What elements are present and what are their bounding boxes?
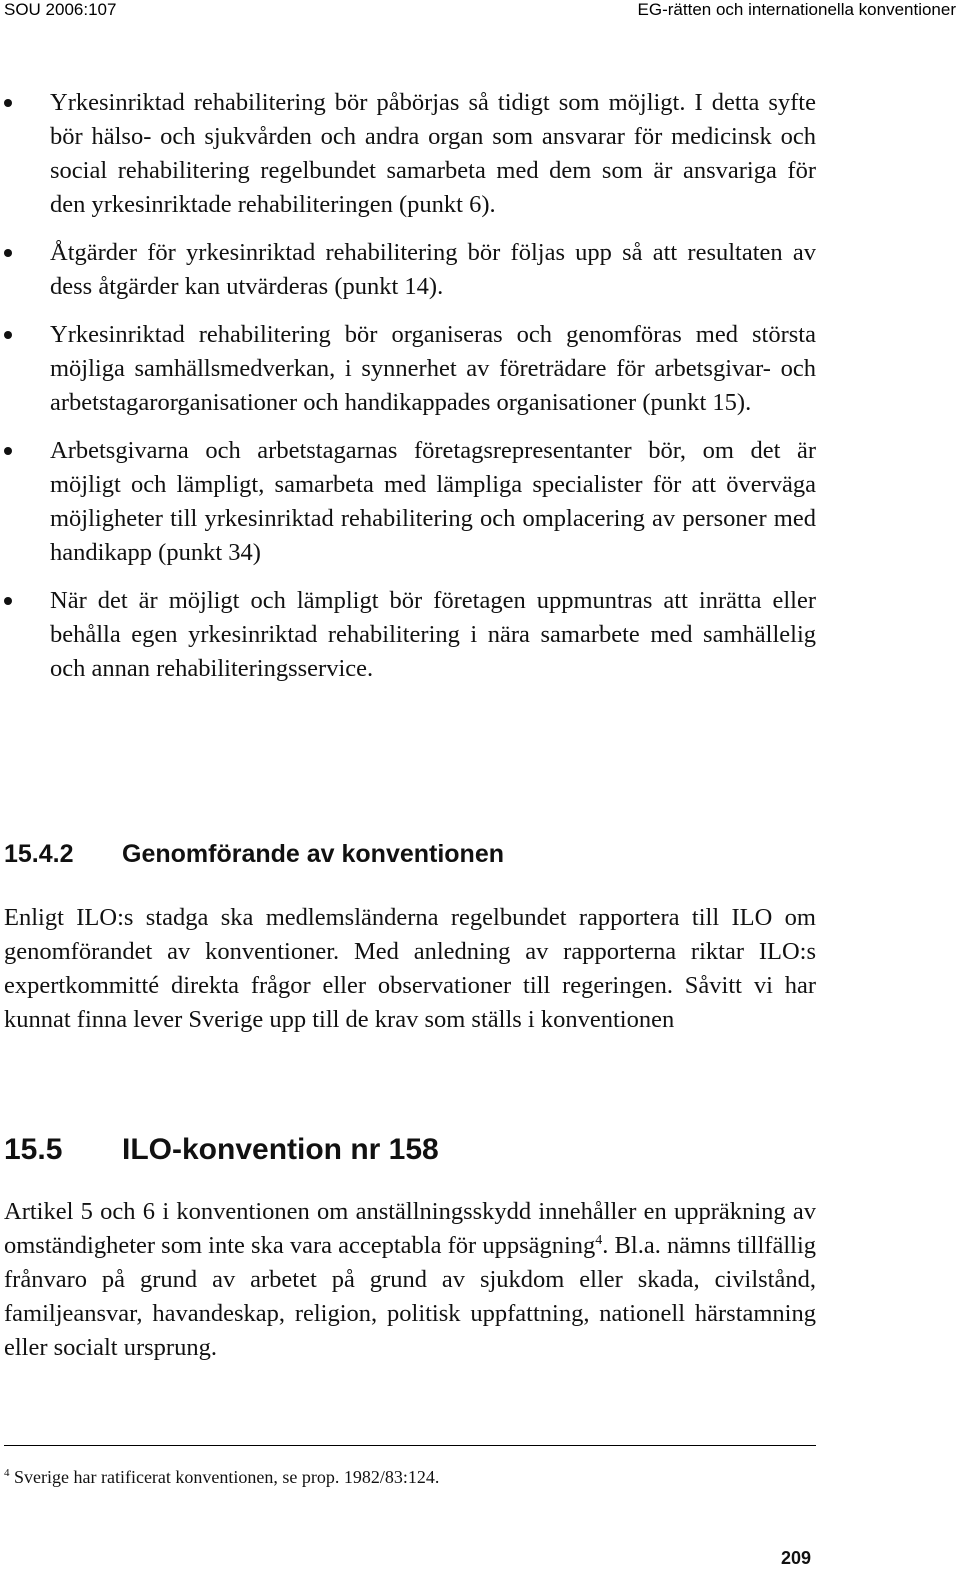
footnote-text: Sverige har ratificerat konventionen, se prop. 1982/83:124. [9, 1467, 440, 1487]
running-header [0, 0, 960, 24]
section-number: 15.4.2 [4, 840, 74, 868]
list-item [4, 584, 816, 686]
list-item [4, 318, 816, 420]
section-title: Genomförande av konventionen [122, 840, 505, 868]
section-number: 15.5 [4, 1133, 63, 1166]
body-paragraph-implementation: Enligt ILO:s stadga ska medlemsländerna regelbundet rapportera till ILO om genomförandet av konventioner. Med anledning av rapporterna riktar ILO:s expertkommitté direkta frågor eller observationer till regeringen. Såvitt vi har kunnat finna lever Sverige upp till de krav som ställs i konventionen [4, 904, 816, 1033]
list-item [4, 434, 816, 570]
paragraph-text: Artikel 5 och 6 i konventionen om anställningsskydd innehåller en uppräkning av omständigheter som inte ska vara acceptabla för uppsägning [4, 1198, 816, 1259]
main-content [4, 86, 816, 700]
footnote-divider [4, 1445, 816, 1446]
section-heading-implementation [4, 840, 504, 869]
section-title: ILO-konvention nr 158 [122, 1133, 439, 1166]
bullet-icon [4, 597, 12, 605]
bullet-icon [4, 99, 12, 107]
report-reference: SOU 2006:107 [4, 0, 117, 19]
page-number: 209 [781, 1548, 812, 1568]
bullet-icon [4, 331, 12, 339]
chapter-title: EG-rätten och internationella konventioner [637, 0, 956, 19]
list-item [4, 236, 816, 304]
paragraph-text: . Bl.a. nämns tillfällig frånvaro på grund av arbetet på grund av sjukdom eller skada, civilstånd, familjeansvar, havandeskap, religion, politisk uppfattning, nationell härstamning eller socialt ursprung. [4, 1232, 816, 1361]
list-item-text: När det är möjligt och lämpligt bör företagen uppmuntras att inrätta eller behålla egen yrkesinriktad rehabilitering i nära samarbete med samhällelig och annan rehabiliteringsservice. [50, 587, 816, 682]
recommendation-list [4, 86, 816, 686]
body-paragraph-ilo-158 [4, 1195, 816, 1365]
list-item [4, 86, 816, 222]
list-item-text: Åtgärder för yrkesinriktad rehabilitering bör följas upp så att resultaten av dess åtgärder kan utvärderas (punkt 14). [50, 239, 816, 300]
list-item-text: Arbetsgivarna och arbetstagarnas företagsrepresentanter bör, om det är möjligt och lämpligt, samarbeta med lämpliga specialister för att överväga möjligheter till yrkesinriktad rehabilitering och omplacering av personer med handikapp (punkt 34) [50, 437, 816, 566]
bullet-icon [4, 249, 12, 257]
section-heading-ilo-158 [4, 1133, 439, 1167]
footnote-marker: 4 [4, 1467, 10, 1479]
footnote-reference[interactable]: 4 [595, 1232, 603, 1248]
list-item-text: Yrkesinriktad rehabilitering bör organiseras och genomföras med största möjliga samhällsmedverkan, i synnerhet av företrädare för arbetsgivar- och arbetstagarorganisationer och handikappades organisationer (punkt 15). [50, 321, 816, 416]
list-item-text: Yrkesinriktad rehabilitering bör påbörjas så tidigt som möjligt. I detta syfte bör hälso- och sjukvården och andra organ som ansvarar för medicinsk och social rehabilitering regelbundet samarbeta med dem som är ansvariga för den yrkesinriktade rehabiliteringen (punkt 6). [50, 89, 816, 218]
bullet-icon [4, 447, 12, 455]
footnote [4, 1462, 439, 1488]
